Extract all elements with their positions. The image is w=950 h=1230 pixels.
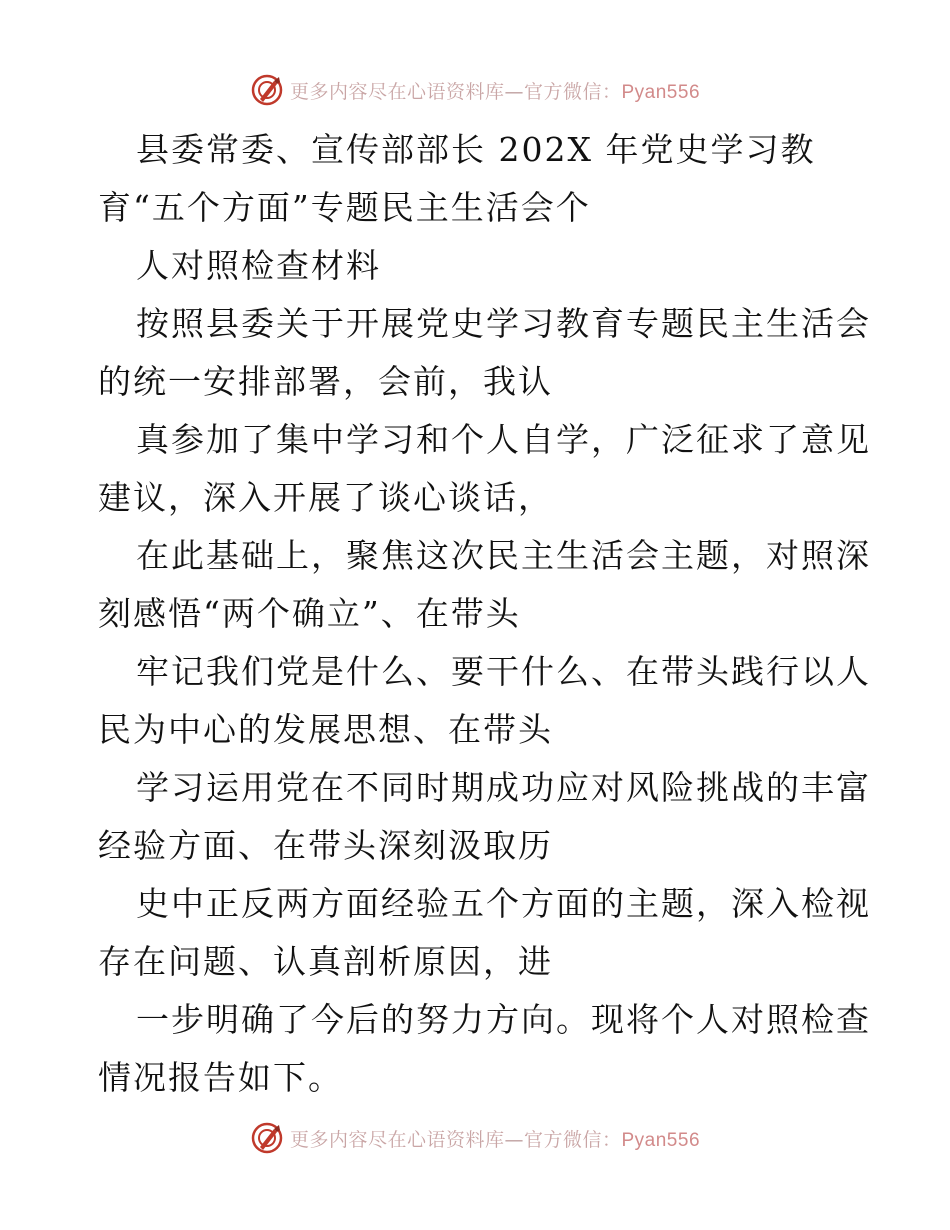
body-line: 在此基础上，聚焦这次民主生活会主题，对照深 xyxy=(136,536,871,575)
title-line-2: 育“五个方面”专题民主生活会个 xyxy=(98,188,591,227)
body-line: 学习运用党在不同时期成功应对风险挑战的丰富 xyxy=(136,768,871,807)
watermark-dash: — xyxy=(504,80,524,103)
watermark-official: 官方微信： xyxy=(523,80,622,103)
body-line: 情况报告如下。 xyxy=(98,1058,343,1097)
header-watermark xyxy=(0,70,950,110)
watermark-handle: Pyan556 xyxy=(621,1129,701,1151)
watermark-text xyxy=(290,1125,700,1152)
title-line-1: 县委常委、宣传部部长 202X 年党史学习教 xyxy=(136,130,816,169)
body-line: 民为中心的发展思想、在带头 xyxy=(98,710,553,749)
watermark-handle: Pyan556 xyxy=(621,81,701,103)
body-line: 一步明确了今后的努力方向。现将个人对照检查 xyxy=(136,1000,871,1039)
watermark-official: 官方微信： xyxy=(523,1128,622,1151)
body-line: 建议，深入开展了谈心谈话， xyxy=(98,478,553,517)
body-line: 经验方面、在带头深刻汲取历 xyxy=(98,826,553,865)
body-line: 牢记我们党是什么、要干什么、在带头践行以人 xyxy=(136,652,871,691)
body-line: 真参加了集中学习和个人自学，广泛征求了意见 xyxy=(136,420,871,459)
body-line: 刻感悟“两个确立”、在带头 xyxy=(98,594,521,633)
title-line-3: 人对照检查材料 xyxy=(136,246,381,285)
footer-watermark xyxy=(0,1118,950,1158)
quill-logo-icon xyxy=(250,73,284,107)
watermark-dash: — xyxy=(504,1128,524,1151)
body-line: 史中正反两方面经验五个方面的主题，深入检视 xyxy=(136,884,871,923)
body-line: 存在问题、认真剖析原因，进 xyxy=(98,942,553,981)
watermark-text xyxy=(290,77,700,104)
quill-logo-icon xyxy=(250,1121,284,1155)
body-line: 的统一安排部署，会前，我认 xyxy=(98,362,553,401)
body-line: 按照县委关于开展党史学习教育专题民主生活会 xyxy=(136,304,871,343)
watermark-site: 更多内容尽在心语资料库 xyxy=(289,1128,505,1151)
watermark-site: 更多内容尽在心语资料库 xyxy=(289,80,505,103)
